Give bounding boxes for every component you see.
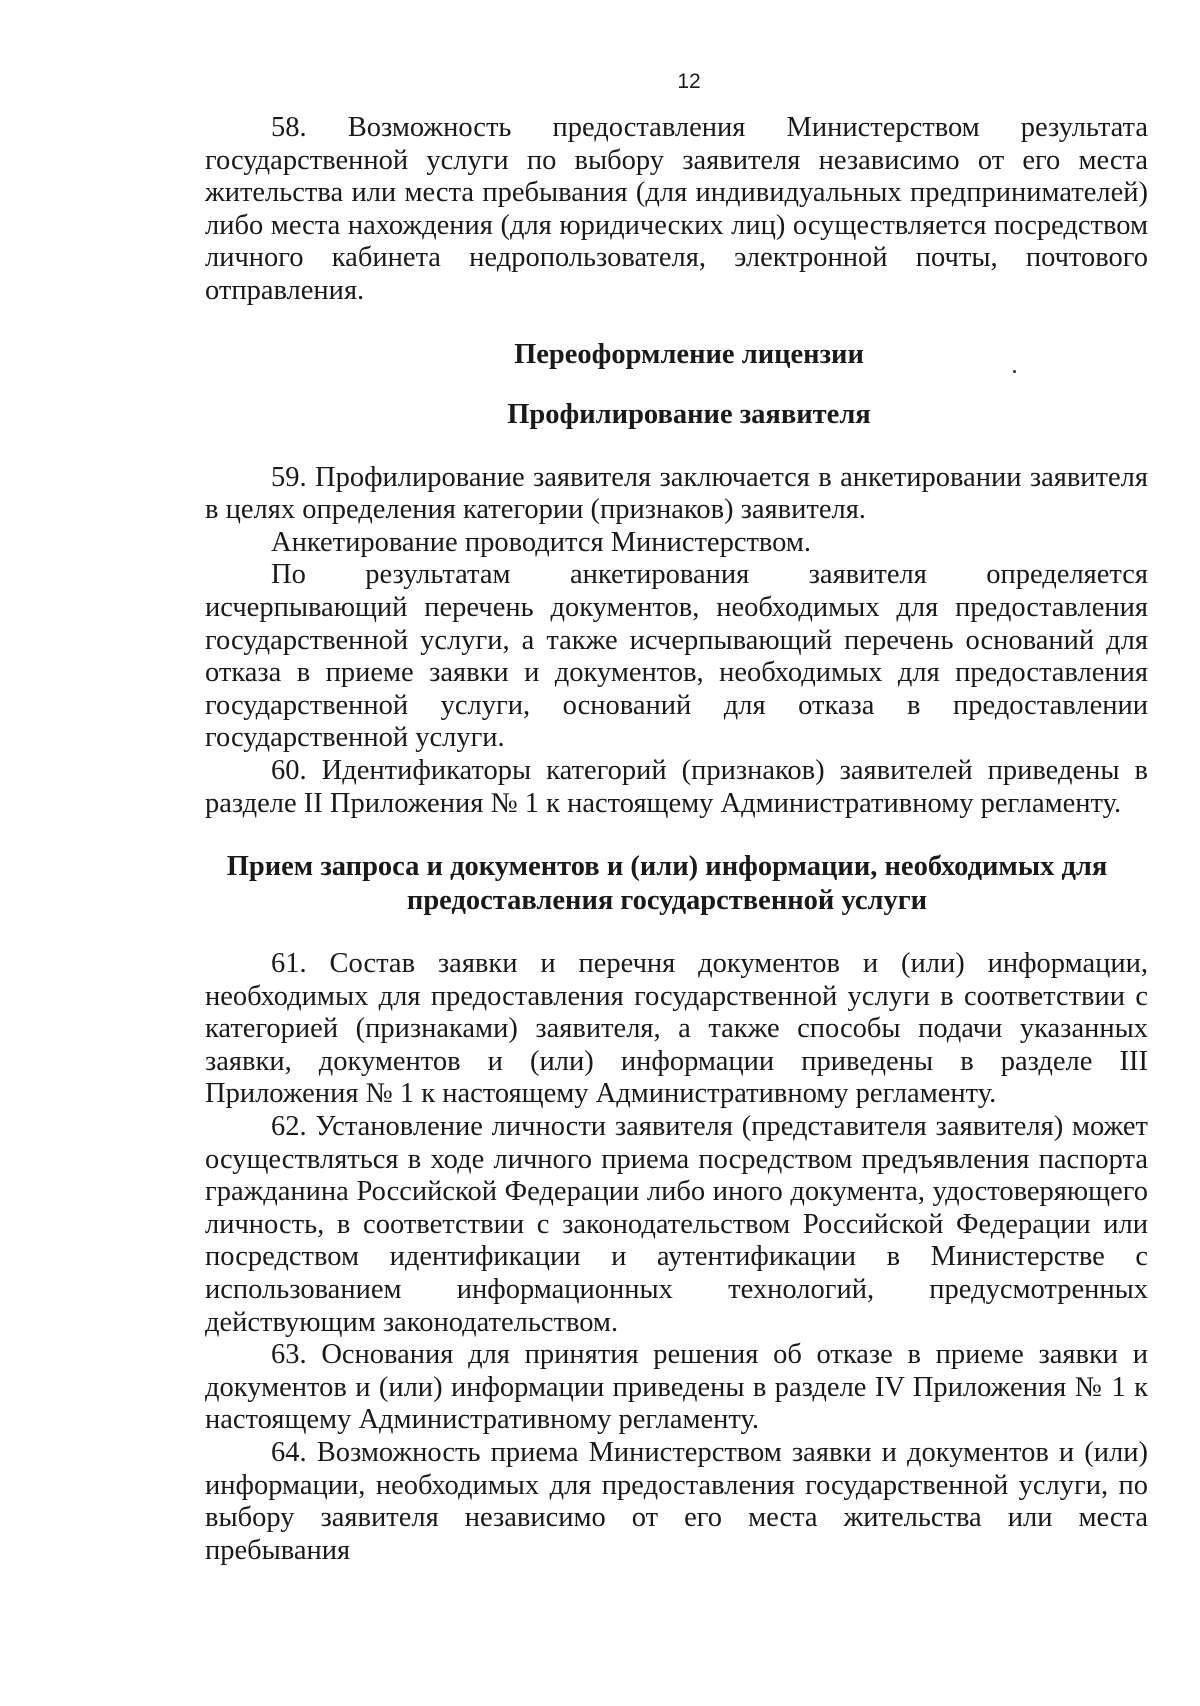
paragraph-64: 64. Возможность приема Министерством заявки и документов и (или) информации, необходимых для предоставления государственной услуги, по выбору заявителя независимо от его места жительства или места пребывания [205,1437,1148,1566]
paragraph-61: 61. Состав заявки и перечня документов и (или) информации, необходимых для предоставления государственной услуги в соответствии с категорией (признаками) заявителя, а также способы подачи указанных заявки, документов и (или) информации приведены в разделе III Приложения № 1 к настоящему Административному регламенту. [205,948,1148,1110]
heading-license-reissue: Переоформление лицензии [514,338,864,370]
paragraph-59: 59. Профилирование заявителя заключается в анкетировании заявителя в целях определения категории (признаков) заявителя. [205,461,1148,526]
paragraph-62: 62. Установление личности заявителя (представителя заявителя) может осуществляться в ходе личного приема посредством предъявления паспорта гражданина Российской Федерации либо иного документа, удостоверяющего личность, в соответствии с законодательством Российской Федерации или посредством идентификации и аутентификации в Министерстве с использованием информационных технологий, предусмотренных действующим законодательством. [205,1111,1148,1338]
paragraph-60: 60. Идентификаторы категорий (признаков) заявителей приведены в разделе II Приложения № 1 к настоящему Административному регламенту. [205,754,1148,819]
paragraph-59-survey: Анкетирование проводится Министерством. [271,526,812,558]
page-number: 12 [677,70,701,93]
paragraph-58: 58. Возможность предоставления Министерством результата государственной услуги по выбору заявителя независимо от его места жительства или места пребывания (для индивидуальных предпринимателей) либо места нахождения (для юридических лиц) осуществляется посредством личного кабинета недропользователя, электронной почты, почтового отправления. [205,112,1148,306]
heading-request-reception: Прием запроса и документов и (или) информации, необходимых для предоставления государственной услуги [226,851,1108,917]
scan-speck [1013,370,1016,373]
heading-applicant-profiling: Профилирование заявителя [507,398,871,430]
paragraph-59-results: По результатам анкетирования заявителя определяется исчерпывающий перечень документов, необходимых для предоставления государственной услуги, а также исчерпывающий перечень оснований для отказа в приеме заявки и документов, необходимых для предоставления государственной услуги, оснований для отказа в предоставлении государственной услуги. [205,559,1148,754]
paragraph-63: 63. Основания для принятия решения об отказе в приеме заявки и документов и (или) информации приведены в разделе IV Приложения № 1 к настоящему Административному регламенту. [205,1339,1148,1436]
